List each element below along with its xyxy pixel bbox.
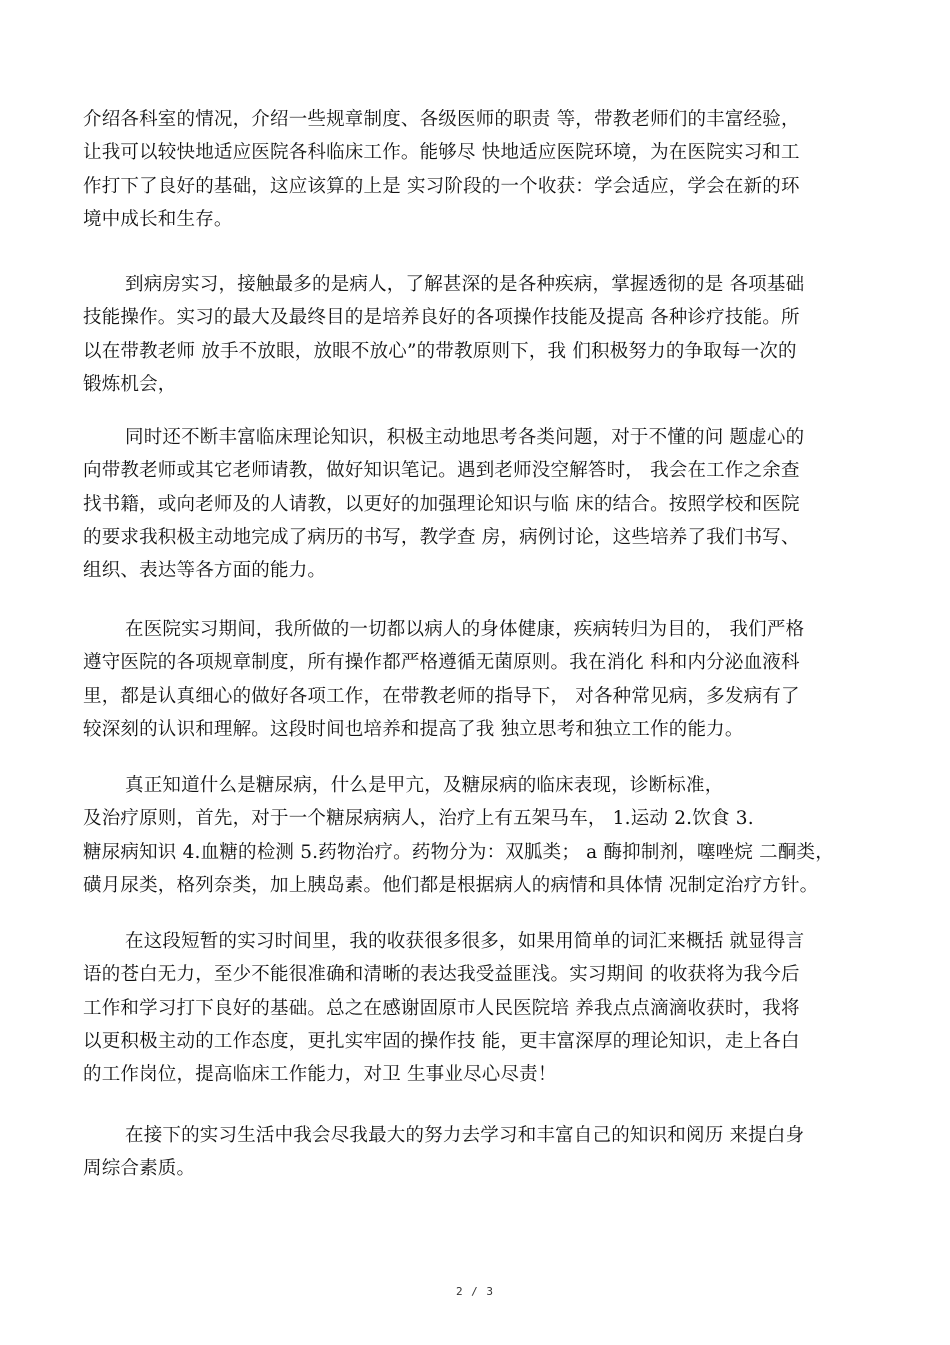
paragraph-line: 介绍各科室的情况，介绍一些规章制度、各级医师的职责 等，带教老师们的丰富经验， <box>83 109 800 130</box>
paragraph-line: 的工作岗位，提高临床工作能力，对卫 生事业尽心尽责！ <box>83 1064 557 1086</box>
page-number: 2 / 3 <box>455 1285 495 1298</box>
paragraph-line: 在医院实习期间，我所做的一切都以病人的身体健康，疾病转归为目的， 我们严格 <box>125 619 805 640</box>
paragraph-1 <box>83 103 883 236</box>
paragraph-line: 遵守医院的各项规章制度，所有操作都严格遵循无菌原则。我在消化 科和内分泌血液科 <box>83 652 800 674</box>
paragraph-line: 组织、表达等各方面的能力。 <box>83 560 327 582</box>
paragraph-line: 周综合素质。 <box>83 1158 196 1180</box>
paragraph-line: 以更积极主动的工作态度，更扎实牢固的操作技 能，更丰富深厚的理论知识，走上各白 <box>83 1030 800 1052</box>
paragraph-6 <box>83 925 883 1091</box>
paragraph-line: 在接下的实习生活中我会尽我最大的努力去学习和丰富自己的知识和阅历 来提白身 <box>125 1125 805 1146</box>
paragraph-line: 技能操作。实习的最大及最终目的是培养良好的各项操作技能及提高 各种诊疗技能。所 <box>83 307 800 329</box>
paragraph-line: 真正知道什么是糖尿病，什么是甲亢，及糖尿病的临床表现，诊断标准， <box>125 775 724 796</box>
paragraph-line: 锻炼机会， <box>83 373 177 395</box>
paragraph-line: 里，都是认真细心的做好各项工作，在带教老师的指导下， 对各种常见病，多发病有了 <box>83 685 800 707</box>
paragraph-line: 到病房实习，接触最多的是病人，了解甚深的是各种疾病，掌握透彻的是 各项基础 <box>125 274 805 295</box>
paragraph-3 <box>83 421 883 587</box>
paragraph-line: 语的苍白无力，至少不能很准确和清晰的表达我受益匪浅。实习期间 的收获将为我今后 <box>83 964 800 986</box>
paragraph-2 <box>83 268 883 401</box>
paragraph-7 <box>83 1119 883 1186</box>
paragraph-line: 及治疗原则，首先，对于一个糖尿病病人，治疗上有五架马车， 1.运动 2.饮食 3. <box>83 808 754 830</box>
paragraph-line: 的要求我积极主动地完成了病历的书写，教学查 房，病例讨论，这些培养了我们书写、 <box>83 526 800 548</box>
paragraph-line: 同时还不断丰富临床理论知识，积极主动地思考各类问题，对于不懂的问 题虚心的 <box>125 427 805 448</box>
paragraph-line: 让我可以较快地适应医院各科临床工作。能够尽 快地适应医院环境，为在医院实习和工 <box>83 142 800 164</box>
paragraph-line: 较深刻的认识和理解。这段时间也培养和提高了我 独立思考和独立工作的能力。 <box>83 718 744 740</box>
paragraph-5 <box>83 769 883 902</box>
paragraph-line: 工作和学习打下良好的基础。总之在感谢固原市人民医院培 养我点点滴滴收获时，我将 <box>83 997 800 1019</box>
paragraph-line: 磺月尿类，格列奈类，加上胰岛素。他们都是根据病人的病情和具体情 况制定治疗方针。 <box>83 874 819 896</box>
paragraph-line: 在这段短暂的实习时间里，我的收获很多很多，如果用简单的词汇来概括 就显得言 <box>125 931 805 952</box>
paragraph-line: 找书籍，或向老师及的人请教，以更好的加强理论知识与临 床的结合。按照学校和医院 <box>83 493 800 515</box>
paragraph-line: 向带教老师或其它老师请教，做好知识笔记。遇到老师没空解答时， 我会在工作之余查 <box>83 460 800 482</box>
paragraph-line: 糖尿病知识 4.血糖的检测 5.药物治疗。药物分为：双胍类； a 酶抑制剂，噻唑烷 二酮类， <box>83 841 834 863</box>
paragraph-line: 境中成长和生存。 <box>83 208 233 230</box>
paragraph-line: 以在带教老师 放手不放眼，放眼不放心”的带教原则下，我 们积极努力的争取每一次的 <box>83 340 797 362</box>
paragraph-line: 作打下了良好的基础，这应该算的上是 实习阶段的一个收获：学会适应，学会在新的环 <box>83 175 800 197</box>
paragraph-4 <box>83 613 883 746</box>
